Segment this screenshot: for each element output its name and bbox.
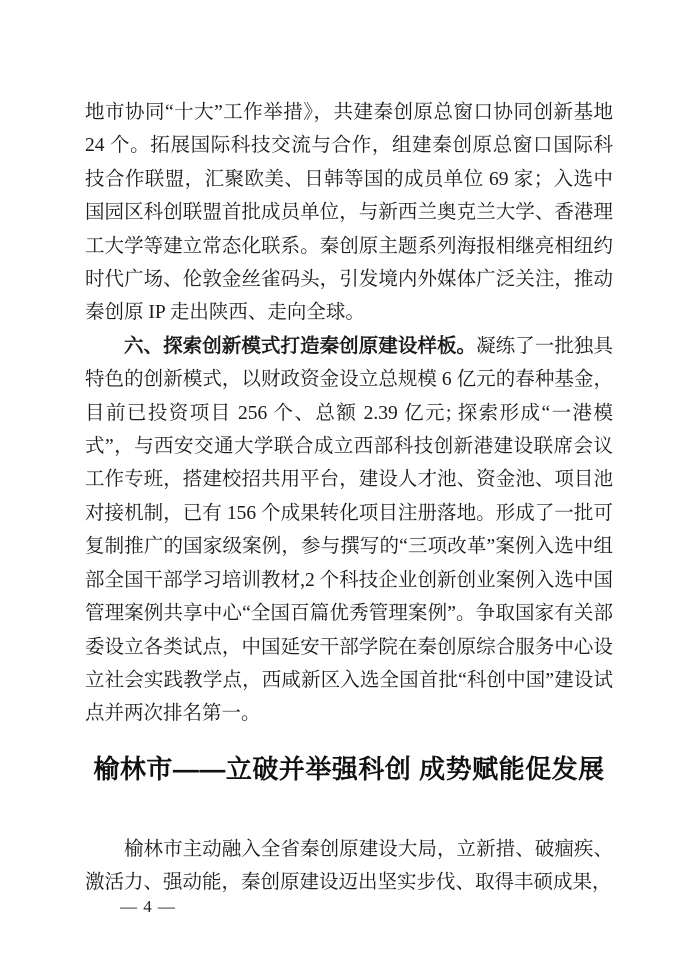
paragraph-yulin-intro: 榆林市主动融入全省秦创原建设大局，立新措、破痼疾、激活力、强动能，秦创原建设迈出坚实步伐、取得丰硕成果，	[85, 838, 613, 894]
paragraph-continued-from-previous-page: 地市协同“十大”工作举措》，共建秦创原总窗口协同创新基地 24 个。拓展国际科技交流与合作，组建秦创原总窗口国际科技合作联盟，汇聚欧美、日韩等国的成员单位 69 家；入选中国园区科创联盟首批成员单位，与新西兰奥克兰大学、香港理工大学等建立常态化联系。秦创原主题系列海报相继亮相纽约时代广场、伦敦金丝雀码头，引发境内外媒体广泛关注，推动秦创原 IP 走出陕西、走向全球。	[85, 102, 613, 324]
paragraph-item-six	[85, 330, 613, 731]
document-text-block	[85, 96, 613, 900]
section-heading-yulin: 榆林市——立破并举强科创 成势赋能促发展	[93, 753, 605, 784]
paragraph-item-six-bold-lead: 六、探索创新模式打造秦创原建设样板。	[124, 334, 477, 357]
paragraph-item-six-body: 凝练了一批独具特色的创新模式，以财政资金设立总规模 6 亿元的春种基金，目前已投资项目 256 个、总额 2.39 亿元; 探索形成“一港模式”，与西安交通大学联合成立西部科技创新港建设联席会议工作专班，搭建校招共用平台，建设人才池、资金池、项目池对接机制，已有 156 个成果转化项目注册落地。形成了一批可复制推广的国家级案例，参与撰写的“三项改革”案例入选中组部全国干部学习培训教材,2 个科技企业创新创业案例入选中国管理案例共享中心“全国百篇优秀管理案例”。争取国家有关部委设立各类试点，中国延安干部学院在秦创原综合服务中心设立社会实践教学点，西咸新区入选全国首批“科创中国”建设试点并两次排名第一。	[85, 335, 613, 725]
page-number: — 4 —	[120, 897, 176, 916]
